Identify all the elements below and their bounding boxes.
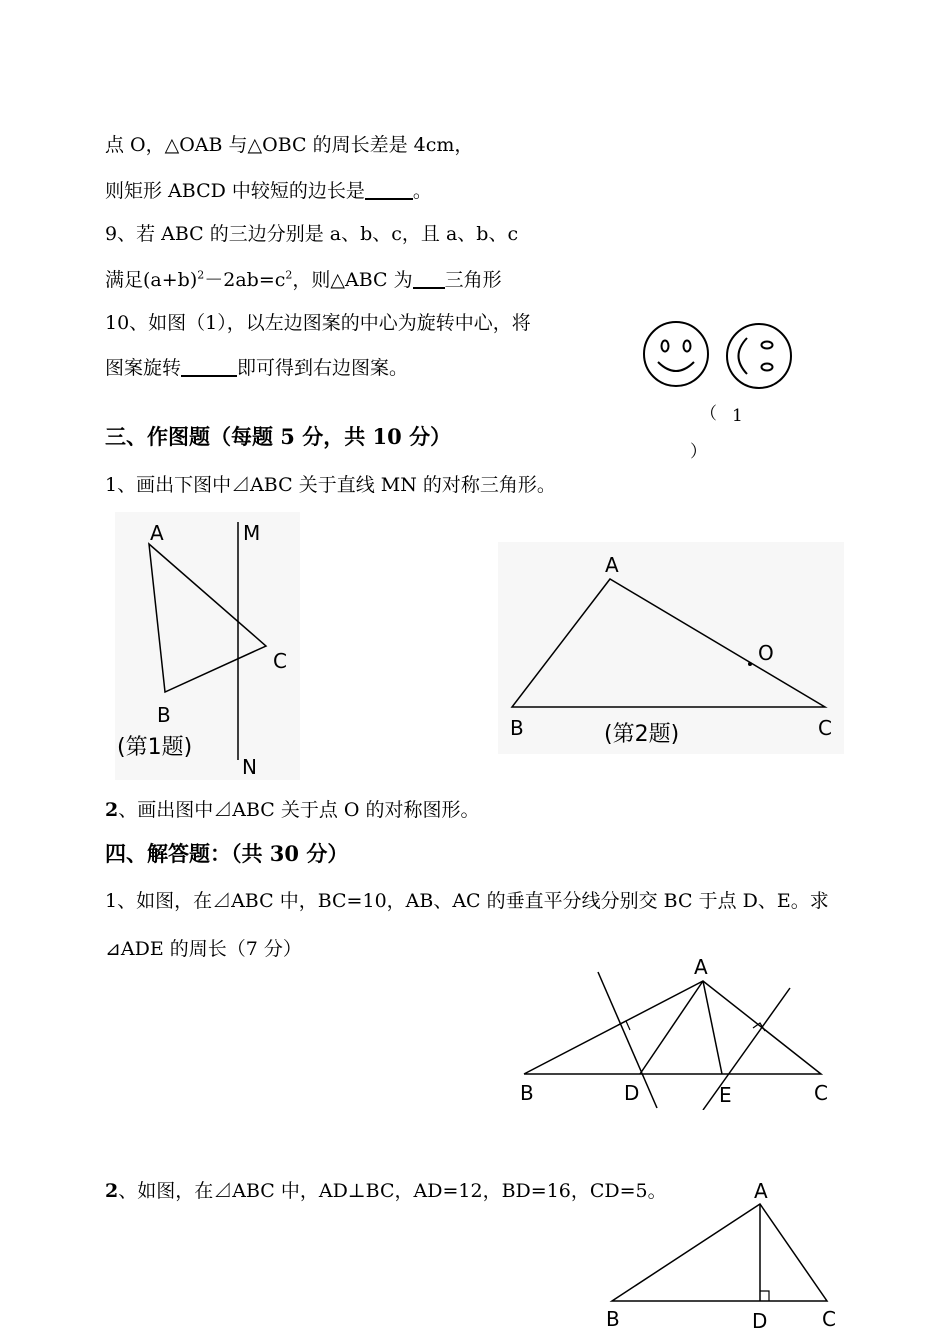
- label-b: B: [157, 703, 171, 727]
- label-b: B: [520, 1081, 534, 1105]
- label-b: B: [606, 1307, 620, 1331]
- q2-number: 2: [105, 799, 119, 821]
- figure-s4-q2: [600, 1174, 850, 1342]
- figure-s4-q1: [510, 950, 840, 1110]
- q9-sup-1: 2: [197, 268, 205, 282]
- section-4-title-main: 四、解答题：: [105, 841, 231, 866]
- perpendicular-bisector-ac: [703, 988, 790, 1110]
- section-3-q2: [105, 801, 480, 820]
- label-d: D: [624, 1081, 640, 1105]
- smiley-face-left: [644, 322, 708, 386]
- section-4-q2: [105, 1182, 667, 1201]
- question-9-cont: [105, 269, 502, 290]
- segment-ad: [640, 981, 703, 1074]
- section-4-q1-line1: 1、如图，在⊿ABC 中，BC=10，AB、AC 的垂直平分线分别交 BC 于点 D、E。求: [105, 890, 829, 912]
- label-d: D: [752, 1309, 768, 1333]
- label-a: A: [694, 955, 708, 979]
- q2-text: 、画出图中⊿ABC 关于点 O 的对称图形。: [118, 799, 480, 821]
- question-10-cont: [105, 357, 408, 378]
- label-m: M: [243, 521, 261, 545]
- figure-1-smileys: [638, 318, 798, 398]
- section-4-title: [105, 843, 348, 864]
- q10-part-a: 图案旋转: [105, 357, 182, 379]
- figure-1-caption-num: 1: [732, 406, 743, 426]
- section-4-title-points: （共 30 分）: [231, 841, 349, 866]
- text-line-2-b: 。: [412, 180, 432, 202]
- section-3-title: 三、作图题（每题 5 分，共 10 分）: [105, 424, 452, 449]
- label-a: A: [150, 521, 164, 545]
- triangle-abc: [524, 981, 821, 1074]
- question-10: 10、如图（1），以左边图案的中心为旋转中心，将: [105, 312, 531, 334]
- section-4-q1-line2: ⊿ADE 的周长（7 分）: [105, 938, 302, 960]
- text-line-2-a: 则矩形 ABCD 中较短的边长是: [105, 180, 365, 202]
- question-9: 9、若 ABC 的三边分别是 a、b、c，且 a、b、c: [105, 223, 519, 245]
- figure-1-caption-close: ）: [690, 442, 707, 462]
- right-angle-mark-ac: [753, 1023, 765, 1031]
- q10-part-b: 即可得到右边图案。: [237, 357, 409, 379]
- segment-ae: [703, 981, 722, 1074]
- q9-sup-2: 2: [285, 268, 293, 282]
- figure-q2: [498, 542, 844, 754]
- point-o: [748, 662, 752, 666]
- text-line-1: 点 O，△OAB 与△OBC 的周长差是 4cm，: [105, 134, 474, 156]
- q9-part-d: 三角形: [444, 269, 502, 291]
- figure-caption: (第1题): [117, 735, 193, 760]
- q9-part-a: 满足(a+b): [105, 269, 198, 291]
- figure-caption: (第2题): [604, 722, 680, 747]
- label-n: N: [242, 755, 257, 779]
- label-c: C: [273, 649, 287, 673]
- label-c: C: [814, 1081, 828, 1105]
- q9-part-c: ，则△ABC 为: [292, 269, 413, 291]
- label-c: C: [822, 1307, 836, 1331]
- right-angle-mark: [760, 1291, 769, 1301]
- section-3-q1: 1、画出下图中⊿ABC 关于直线 MN 的对称三角形。: [105, 474, 556, 496]
- label-o: O: [758, 641, 774, 665]
- triangle-abc: [612, 1204, 827, 1301]
- q9-part-b: －2ab=c: [204, 269, 286, 291]
- q2-number: 2: [105, 1180, 119, 1202]
- label-e: E: [719, 1083, 732, 1107]
- answer-blank: [413, 269, 445, 289]
- text-line-2: [105, 180, 432, 201]
- figure-1-caption-open: （: [700, 404, 717, 424]
- smiley-face-right-rotated: [727, 324, 791, 388]
- answer-blank: [181, 357, 237, 377]
- q2-text: 、如图，在⊿ABC 中，AD⊥BC，AD=12，BD=16，CD=5。: [118, 1180, 667, 1202]
- figure-q1: [115, 512, 300, 780]
- label-a: A: [605, 553, 619, 577]
- answer-blank: [365, 180, 413, 200]
- label-c: C: [818, 716, 832, 740]
- label-b: B: [510, 716, 524, 740]
- label-a: A: [754, 1179, 768, 1203]
